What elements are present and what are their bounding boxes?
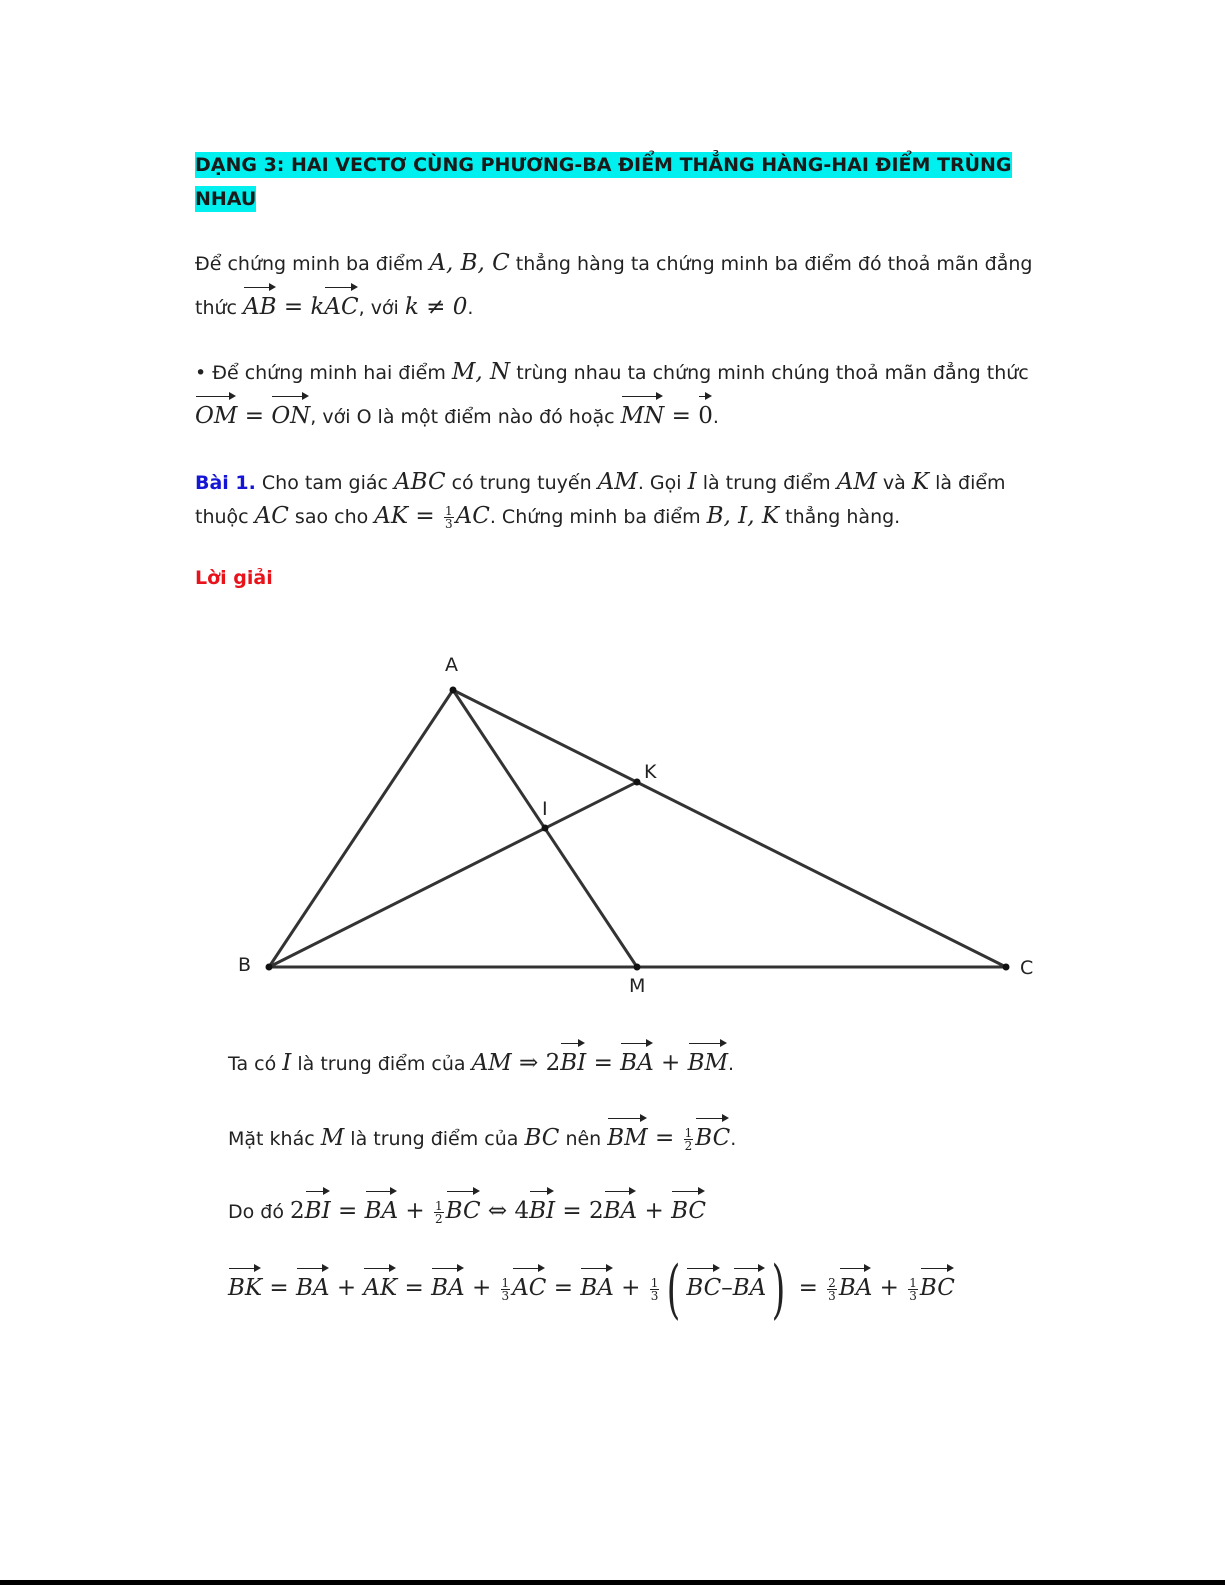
label-c: C bbox=[1020, 957, 1034, 979]
text: có trung tuyến bbox=[445, 472, 598, 494]
vector: BI bbox=[560, 1040, 586, 1075]
text: là trung điểm của bbox=[344, 1128, 525, 1150]
equals: = bbox=[647, 1125, 682, 1151]
text: Do đó bbox=[228, 1201, 291, 1223]
equals: = bbox=[586, 1050, 621, 1076]
math-condition: k ≠ 0 bbox=[404, 294, 468, 320]
equals: = bbox=[276, 294, 311, 320]
triangle-figure bbox=[200, 630, 1060, 1000]
intro-paragraph-2-line-1 bbox=[195, 355, 1029, 390]
text: Mặt khác bbox=[228, 1128, 321, 1150]
fraction bbox=[684, 1127, 694, 1152]
solution-label: Lời giải bbox=[195, 567, 273, 589]
vector: BA bbox=[620, 1040, 654, 1075]
segment-ac bbox=[453, 690, 1006, 967]
coefficient: 2 bbox=[290, 1198, 305, 1224]
problem-line-2 bbox=[195, 499, 900, 534]
numerator: 1 bbox=[501, 1276, 510, 1290]
text: là trung điểm bbox=[696, 472, 837, 494]
solution-step-1 bbox=[228, 1040, 734, 1081]
vector: BC bbox=[671, 1188, 706, 1223]
points bbox=[266, 687, 1010, 971]
fraction bbox=[501, 1277, 511, 1302]
fraction bbox=[827, 1277, 837, 1302]
vector: BM bbox=[607, 1115, 647, 1150]
equals: = bbox=[330, 1198, 365, 1224]
vector: BC bbox=[695, 1115, 730, 1150]
section-heading bbox=[195, 148, 1012, 216]
text: , với O là một điểm nào đó hoặc bbox=[310, 406, 621, 428]
denominator: 2 bbox=[435, 1212, 443, 1226]
equals: = bbox=[237, 403, 272, 429]
text: thẳng hàng. bbox=[779, 506, 901, 528]
text: và bbox=[876, 472, 912, 494]
page-bottom-border bbox=[0, 1580, 1225, 1585]
vector-on: ON bbox=[271, 393, 310, 428]
fraction bbox=[650, 1277, 660, 1302]
vector: BA bbox=[365, 1188, 399, 1223]
vector: BM bbox=[688, 1040, 728, 1075]
text: là trung điểm của bbox=[291, 1053, 472, 1075]
plus: + bbox=[398, 1198, 432, 1224]
math: AC bbox=[455, 503, 490, 529]
fraction bbox=[434, 1200, 444, 1225]
minus: – bbox=[721, 1275, 733, 1301]
math: AM bbox=[836, 469, 877, 495]
fraction bbox=[908, 1277, 918, 1302]
math: BC bbox=[524, 1125, 560, 1151]
vector-ac: AC bbox=[324, 284, 358, 319]
vector: BA bbox=[431, 1265, 465, 1300]
point-b bbox=[266, 964, 273, 971]
plus: + bbox=[653, 1050, 688, 1076]
math: B, I, K bbox=[706, 503, 780, 529]
vector: BC bbox=[686, 1265, 721, 1300]
right-paren: ) bbox=[771, 1252, 786, 1327]
equals: = bbox=[546, 1275, 581, 1301]
label-b: B bbox=[238, 954, 252, 976]
denominator: 3 bbox=[650, 1289, 659, 1303]
problem-line-1 bbox=[195, 465, 1006, 500]
fraction bbox=[444, 505, 454, 530]
intro-paragraph-1-line-2 bbox=[195, 284, 473, 325]
numerator: 1 bbox=[909, 1276, 917, 1290]
vector: BA bbox=[733, 1265, 767, 1300]
label-a: A bbox=[445, 654, 458, 676]
math: AM bbox=[471, 1050, 512, 1076]
point-a bbox=[450, 687, 457, 694]
math: I bbox=[282, 1050, 292, 1076]
equals: = 2 bbox=[555, 1198, 604, 1224]
text: . Chứng minh ba điểm bbox=[489, 506, 707, 528]
segment-ab bbox=[269, 690, 453, 967]
math: AM bbox=[597, 469, 638, 495]
vector: BC bbox=[920, 1265, 955, 1300]
numerator: 2 bbox=[828, 1276, 836, 1290]
equals: = bbox=[408, 503, 442, 529]
text: Ta có bbox=[228, 1053, 283, 1075]
math-k: k bbox=[310, 294, 325, 320]
iff: ⇔ 4 bbox=[480, 1198, 530, 1224]
point-m bbox=[634, 964, 641, 971]
math: M bbox=[320, 1125, 345, 1151]
math: ABC bbox=[394, 469, 446, 495]
text: thẳng hàng ta chứng minh ba điểm đó thoả mãn đẳng bbox=[509, 253, 1033, 275]
vector-ab: AB bbox=[243, 284, 277, 319]
text: là điểm bbox=[929, 472, 1006, 494]
numerator: 1 bbox=[650, 1276, 659, 1290]
vector: BI bbox=[529, 1188, 555, 1223]
denominator: 3 bbox=[444, 517, 453, 531]
implies: ⇒ 2 bbox=[511, 1050, 561, 1076]
plus: + bbox=[613, 1275, 648, 1301]
equals: = bbox=[791, 1275, 826, 1301]
math-points: M, N bbox=[451, 359, 511, 385]
problem-label: Bài 1. bbox=[195, 472, 256, 494]
numerator: 1 bbox=[435, 1199, 443, 1213]
solution-step-4 bbox=[228, 1252, 955, 1327]
equals: = bbox=[664, 403, 699, 429]
plus: + bbox=[464, 1275, 499, 1301]
denominator: 2 bbox=[684, 1139, 693, 1153]
vector: BA bbox=[580, 1265, 614, 1300]
text: . Gọi bbox=[637, 472, 688, 494]
text: Để chứng minh ba điểm bbox=[195, 253, 430, 275]
vector: BA bbox=[839, 1265, 873, 1300]
vector: AC bbox=[512, 1265, 546, 1300]
point-k bbox=[634, 779, 641, 786]
vector: BA bbox=[296, 1265, 330, 1300]
text: • Để chứng minh hai điểm bbox=[195, 362, 452, 384]
math-points: A, B, C bbox=[429, 250, 510, 276]
equals: = bbox=[397, 1275, 432, 1301]
vector-zero: 0 bbox=[698, 393, 713, 428]
solution-step-2 bbox=[228, 1115, 736, 1156]
vector-mn: MN bbox=[621, 393, 665, 428]
solution-step-3 bbox=[228, 1188, 706, 1229]
denominator: 3 bbox=[909, 1289, 917, 1303]
denominator: 3 bbox=[828, 1289, 836, 1303]
plus: + bbox=[329, 1275, 364, 1301]
numerator: 1 bbox=[684, 1126, 693, 1140]
intro-paragraph-1-line-1 bbox=[195, 246, 1032, 281]
plus: + bbox=[872, 1275, 907, 1301]
text: . bbox=[728, 1053, 735, 1075]
text: thuộc bbox=[195, 506, 255, 528]
numerator: 1 bbox=[444, 504, 453, 518]
text: trùng nhau ta chứng minh chúng thoả mãn đẳng thức bbox=[510, 362, 1029, 384]
point-c bbox=[1003, 964, 1010, 971]
segment-bk bbox=[269, 782, 637, 967]
text: nên bbox=[559, 1128, 608, 1150]
text: . bbox=[712, 406, 719, 428]
text: , với bbox=[358, 297, 405, 319]
label-m: M bbox=[629, 975, 646, 997]
text: thức bbox=[195, 297, 244, 319]
vector: BK bbox=[228, 1265, 262, 1300]
vector: BC bbox=[446, 1188, 481, 1223]
heading-line-2: NHAU bbox=[195, 188, 257, 210]
math: I bbox=[687, 469, 697, 495]
vector: BI bbox=[305, 1188, 331, 1223]
math: AK bbox=[374, 503, 409, 529]
math: AC bbox=[254, 503, 289, 529]
vector: BA bbox=[604, 1188, 638, 1223]
label-i: I bbox=[542, 798, 548, 820]
plus: + bbox=[637, 1198, 672, 1224]
point-i bbox=[542, 825, 549, 832]
vector: AK bbox=[363, 1265, 397, 1300]
denominator: 3 bbox=[501, 1289, 510, 1303]
intro-paragraph-2-line-2 bbox=[195, 393, 719, 434]
left-paren: ( bbox=[666, 1252, 681, 1327]
math: K bbox=[911, 469, 930, 495]
vector-om: OM bbox=[195, 393, 237, 428]
text: . bbox=[467, 297, 474, 319]
label-k: K bbox=[644, 761, 657, 783]
text: sao cho bbox=[288, 506, 375, 528]
heading-line-1: DẠNG 3: HAI VECTƠ CÙNG PHƯƠNG-BA ĐIỂM THẲNG HÀNG-HAI ĐIỂM TRÙNG bbox=[195, 154, 1012, 176]
triangle-lines bbox=[269, 690, 1006, 967]
text: Cho tam giác bbox=[255, 472, 394, 494]
text: . bbox=[730, 1128, 737, 1150]
equals: = bbox=[262, 1275, 296, 1301]
